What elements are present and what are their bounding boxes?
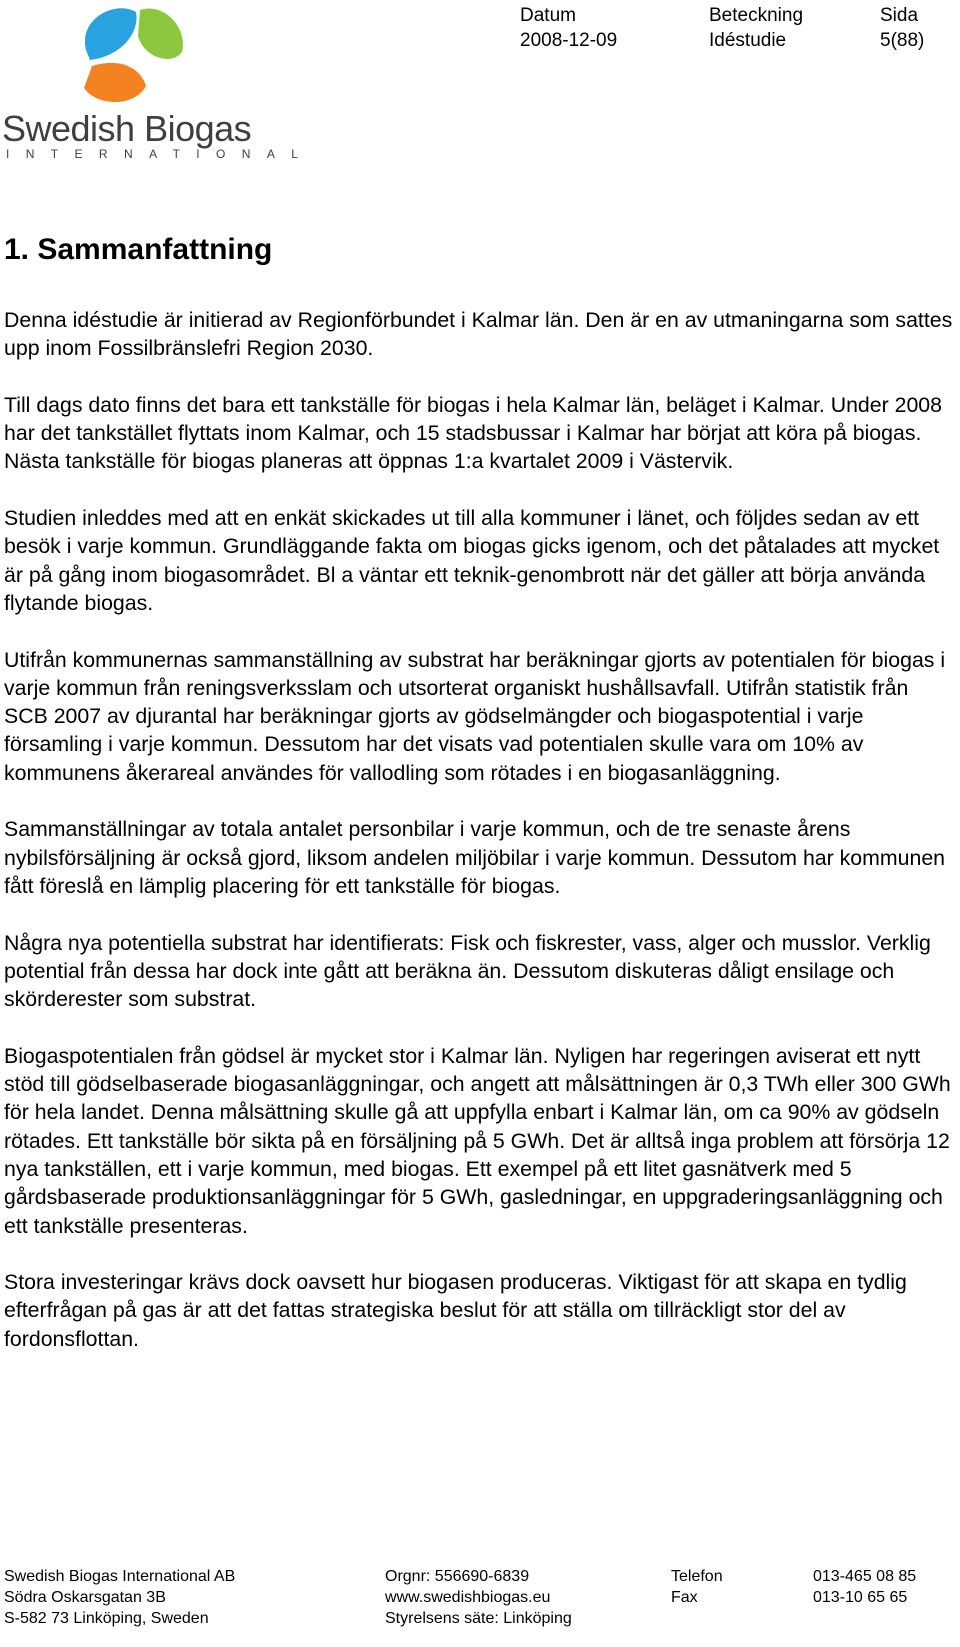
footer-fax-label: Fax — [671, 1589, 698, 1606]
paragraph: Stora investeringar krävs dock oavsett hur biogasen produceras. Viktigast för att skapa en tydlig efterfrågan på gas är att det fattas strategiska beslut för att ställa om tillräckligt stor del av fordonsflottan. — [4, 1270, 907, 1351]
sida-value: 5(88) — [880, 30, 925, 51]
datum-value: 2008-12-09 — [520, 30, 618, 51]
header-sida — [880, 3, 924, 53]
footer-city: S-582 73 Linköping, Sweden — [4, 1610, 209, 1627]
paragraph: Utifrån kommunernas sammanställning av substrat har beräkningar gjorts av potentialen för biogas i varje kommun från reningsverksslam och utsorterat organiskt hushållsavfall. Utifrån statistik från SCB 2007 av djurantal har beräkningar gjorts av gödselmängder och biogaspotential i varje församling i varje kommun. Dessutom har det visats vad potentialen skulle vara om 10% av kommunens åkerareal användes för vallodling som rötades i en biogasanläggning. — [4, 647, 946, 785]
logo-mark-icon — [78, 2, 188, 108]
paragraph: Denna idéstudie är initierad av Regionförbundet i Kalmar län. Den är en av utmaningarna som sattes upp inom Fossilbränslefri Region 2030. — [4, 308, 953, 361]
footer-phone: 013-465 08 85 — [813, 1568, 917, 1585]
logo-green-leaf — [138, 9, 183, 59]
footer-contact-numbers — [813, 1566, 916, 1608]
datum-label: Datum — [520, 5, 576, 26]
footer-phone-label: Telefon — [671, 1568, 723, 1585]
beteckning-value: Idéstudie — [709, 30, 787, 51]
footer-orgnr: Orgnr: 556690-6839 — [385, 1568, 530, 1585]
logo-name: Swedish Biogas — [2, 108, 252, 149]
footer-company-name: Swedish Biogas International AB — [4, 1568, 236, 1585]
company-logo — [2, 2, 315, 162]
header-beteckning — [709, 3, 803, 53]
logo-orange-leaf — [84, 63, 146, 102]
header-datum — [520, 3, 617, 53]
paragraph: Biogaspotentialen från gödsel är mycket stor i Kalmar län. Nyligen har regeringen aviserat ett nytt stöd till gödselbaserade biogasanläggningar, och angett att målsättningen är 0,3 TWh eller 300 GWh för hela landet. Denna målsättning skulle gå att uppfylla enbart i Kalmar län, om ca 90% av gödseln rötades. Ett tankställe bör sikta på en försäljning på 5 GWh. Det är alltså inga problem att försörja 12 nya tankställen, ett i varje kommun, med biogas. Ett exempel på ett litet gasnätverk med 5 gårdsbaserade produktionsanläggningar för 5 GWh, gasledningar, en uppgraderingsanläggning och ett tankställe presenteras. — [4, 1043, 951, 1238]
paragraph: Till dags dato finns det bara ett tankställe för biogas i hela Kalmar län, beläget i Kalmar. Under 2008 har det tankstället flyttats inom Kalmar, och 15 stadsbussar i Kalmar har börjat att köra på biogas. Nästa tankställe för biogas planeras att öppnas 1:a kvartalet 2009 i Västervik. — [4, 392, 942, 474]
footer-fax: 013-10 65 65 — [813, 1589, 908, 1606]
sida-label: Sida — [880, 5, 919, 26]
beteckning-label: Beteckning — [709, 5, 804, 26]
footer-street: Södra Oskarsgatan 3B — [4, 1589, 166, 1606]
footer-contact-labels — [671, 1566, 723, 1608]
logo-subtitle: INTERNATIONAL — [6, 147, 315, 161]
footer-org-info — [385, 1566, 572, 1629]
footer-company-address — [4, 1566, 235, 1629]
summary-body — [4, 306, 957, 1381]
footer-seat: Styrelsens säte: Linköping — [385, 1610, 572, 1627]
footer-website-link[interactable]: www.swedishbiogas.eu — [385, 1589, 551, 1606]
page-title: 1. Sammanfattning — [4, 233, 273, 266]
paragraph: Studien inleddes med att en enkät skickades ut till alla kommuner i länet, och följdes sedan av ett besök i varje kommun. Grundläggande fakta om biogas gicks igenom, och det påtalades att mycket är på gång inom biogasområdet. Bl a väntar ett teknik-genombrott när det gäller att börja använda flytande biogas. — [4, 506, 940, 615]
paragraph: Några nya potentiella substrat har identifierats: Fisk och fiskrester, vass, alger och musslor. Verklig potential från dessa har dock inte gått att beräkna än. Dessutom diskuteras dåligt ensilage och skörderester som substrat. — [4, 930, 931, 1012]
paragraph: Sammanställningar av totala antalet personbilar i varje kommun, och de tre senaste årens nybilsförsäljning är också gjord, liksom andelen miljöbilar i varje kommun. Dessutom har kommunen fått föreslå en lämplig placering för ett tankställe för biogas. — [4, 817, 946, 898]
logo-blue-leaf — [85, 8, 137, 60]
